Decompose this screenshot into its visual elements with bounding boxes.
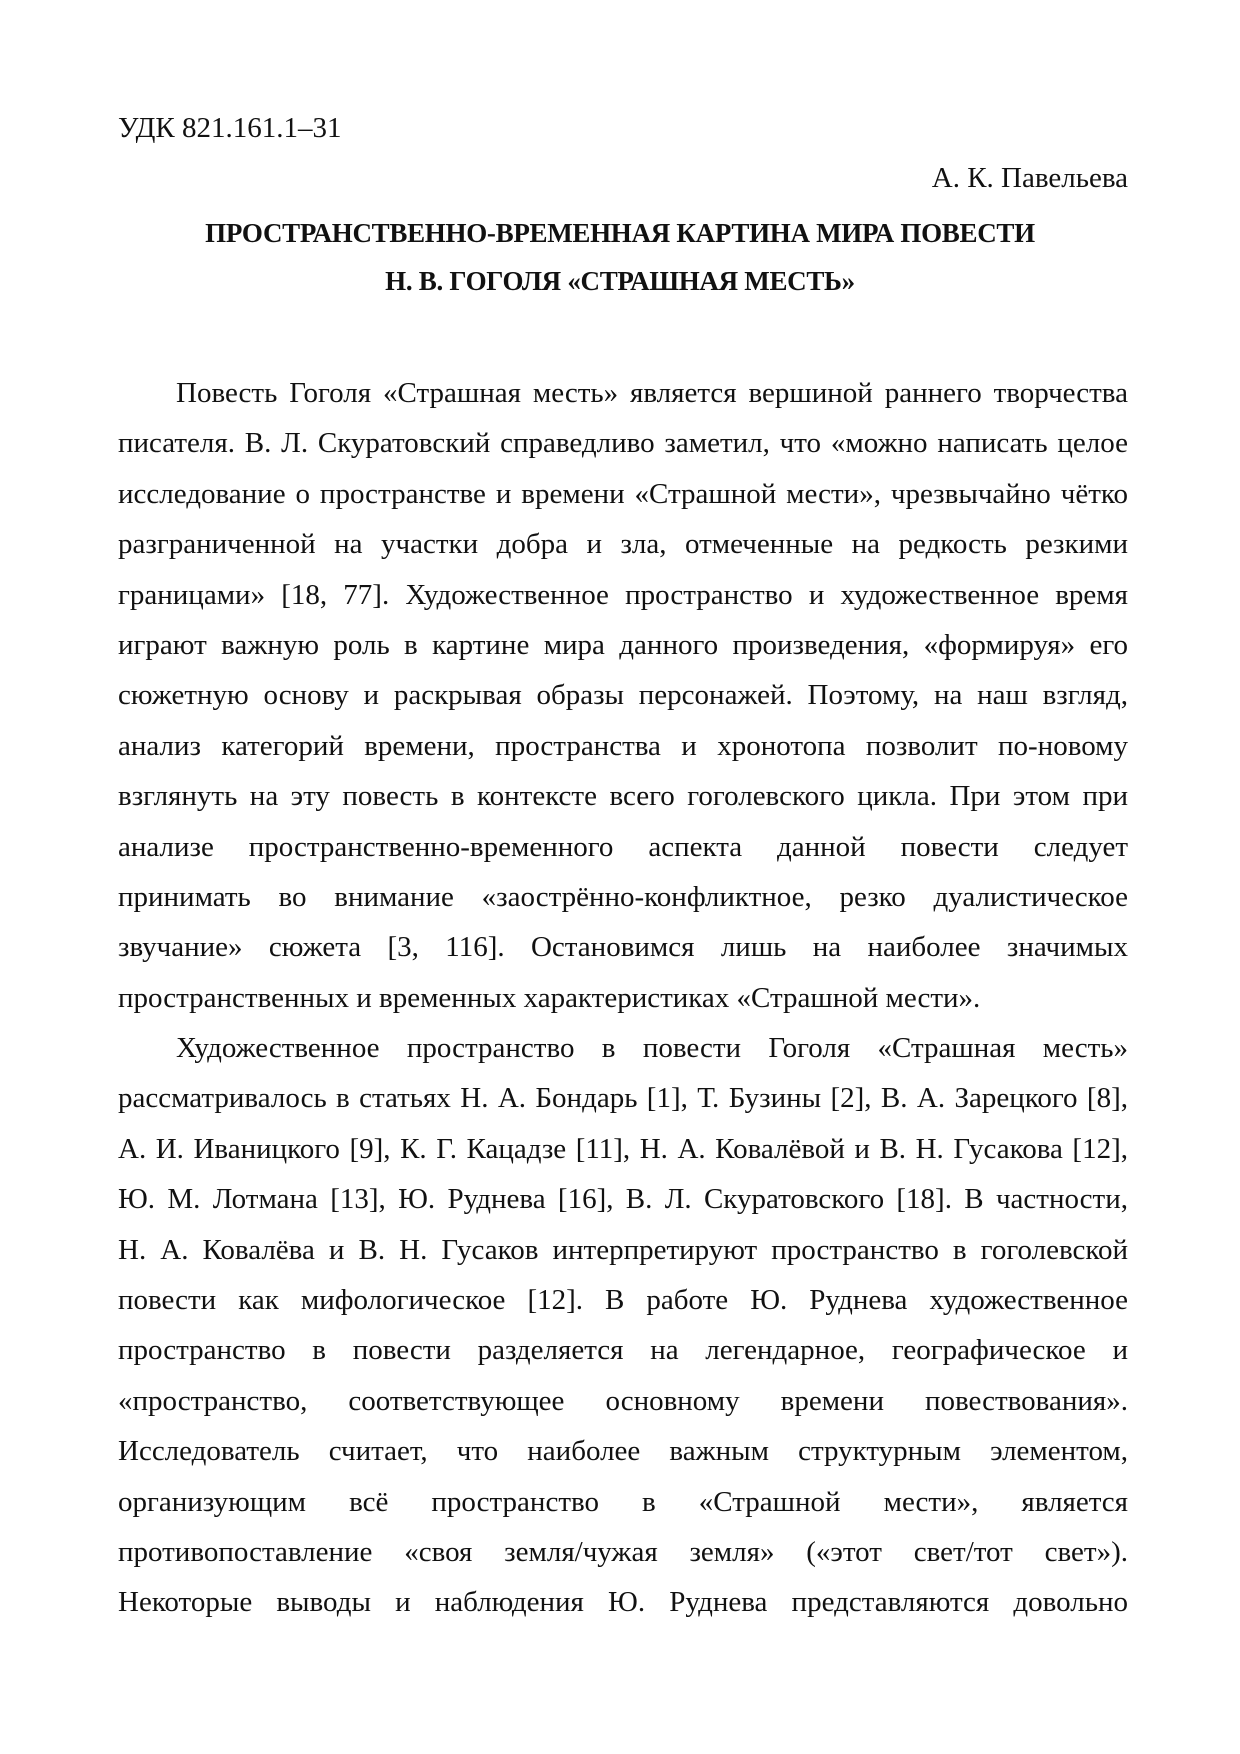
- text-line: взглянуть на эту повесть в контексте всего гоголевского цикла. При этом при: [118, 780, 1128, 813]
- text-line: «пространство, соответствующее основному времени повествования».: [118, 1384, 1128, 1417]
- text-line: границами» [18, 77]. Художественное пространство и художественное время: [118, 578, 1128, 611]
- text-line: Ю. М. Лотмана [13], Ю. Руднева [16], В. Л. Скуратовского [18]. В частности,: [118, 1183, 1128, 1216]
- text-line: играют важную роль в картине мира данного произведения, «формируя» его: [118, 628, 1128, 661]
- udc-code: УДК 821.161.1–31: [118, 112, 342, 144]
- text-line: Исследователь считает, что наиболее важным структурным элементом,: [118, 1435, 1128, 1468]
- author-name: А. К. Павельева: [931, 162, 1128, 194]
- paragraph: [118, 1023, 1128, 1628]
- text-line: А. И. Иваницкого [9], К. Г. Кацадзе [11], Н. А. Ковалёвой и В. Н. Гусакова [12],: [118, 1132, 1128, 1165]
- text-line: пространство в повести разделяется на легендарное, географическое и: [118, 1334, 1128, 1367]
- text-line: Н. А. Ковалёва и В. Н. Гусаков интерпретируют пространство в гоголевской: [118, 1233, 1128, 1266]
- text-line: рассматривалось в статьях Н. А. Бондарь [1], Т. Бузины [2], В. А. Зарецкого [8],: [118, 1082, 1128, 1115]
- text-line: Повесть Гоголя «Страшная месть» является вершиной раннего творчества: [176, 377, 1128, 409]
- text-line: исследование о пространстве и времени «Страшной мести», чрезвычайно чётко: [118, 477, 1128, 510]
- text-line: сюжетную основу и раскрывая образы персонажей. Поэтому, на наш взгляд,: [118, 679, 1128, 712]
- text-line: анализ категорий времени, пространства и хронотопа позволит по-новому: [118, 729, 1128, 762]
- text-line: анализе пространственно-временного аспекта данной повести следует: [118, 830, 1128, 863]
- paragraph: [118, 368, 1128, 1023]
- text-line: противопоставление «своя земля/чужая земля» («этот свет/тот свет»).: [118, 1535, 1128, 1568]
- text-line: звучание» сюжета [3, 116]. Остановимся лишь на наиболее значимых: [118, 931, 1128, 964]
- article-title-line-1: ПРОСТРАНСТВЕННО-ВРЕМЕННАЯ КАРТИНА МИРА ПОВЕСТИ: [205, 218, 1035, 248]
- text-line: пространственных и временных характеристиках «Страшной мести».: [118, 981, 981, 1014]
- text-line: писателя. В. Л. Скуратовский справедливо заметил, что «можно написать целое: [118, 427, 1128, 460]
- article-body: [118, 368, 1128, 1628]
- text-line: принимать во внимание «заострённо-конфликтное, резко дуалистическое: [118, 880, 1128, 913]
- text-line: повести как мифологическое [12]. В работе Ю. Руднева художественное: [118, 1284, 1128, 1317]
- text-line: разграниченной на участки добра и зла, отмеченные на редкость резкими: [118, 528, 1128, 561]
- text-line: Художественное пространство в повести Гоголя «Страшная месть»: [176, 1032, 1128, 1065]
- text-line: Некоторые выводы и наблюдения Ю. Руднева представляются довольно: [118, 1586, 1128, 1619]
- article-title-line-2: Н. В. ГОГОЛЯ «СТРАШНАЯ МЕСТЬ»: [385, 266, 855, 296]
- text-line: организующим всё пространство в «Страшной мести», является: [118, 1485, 1128, 1518]
